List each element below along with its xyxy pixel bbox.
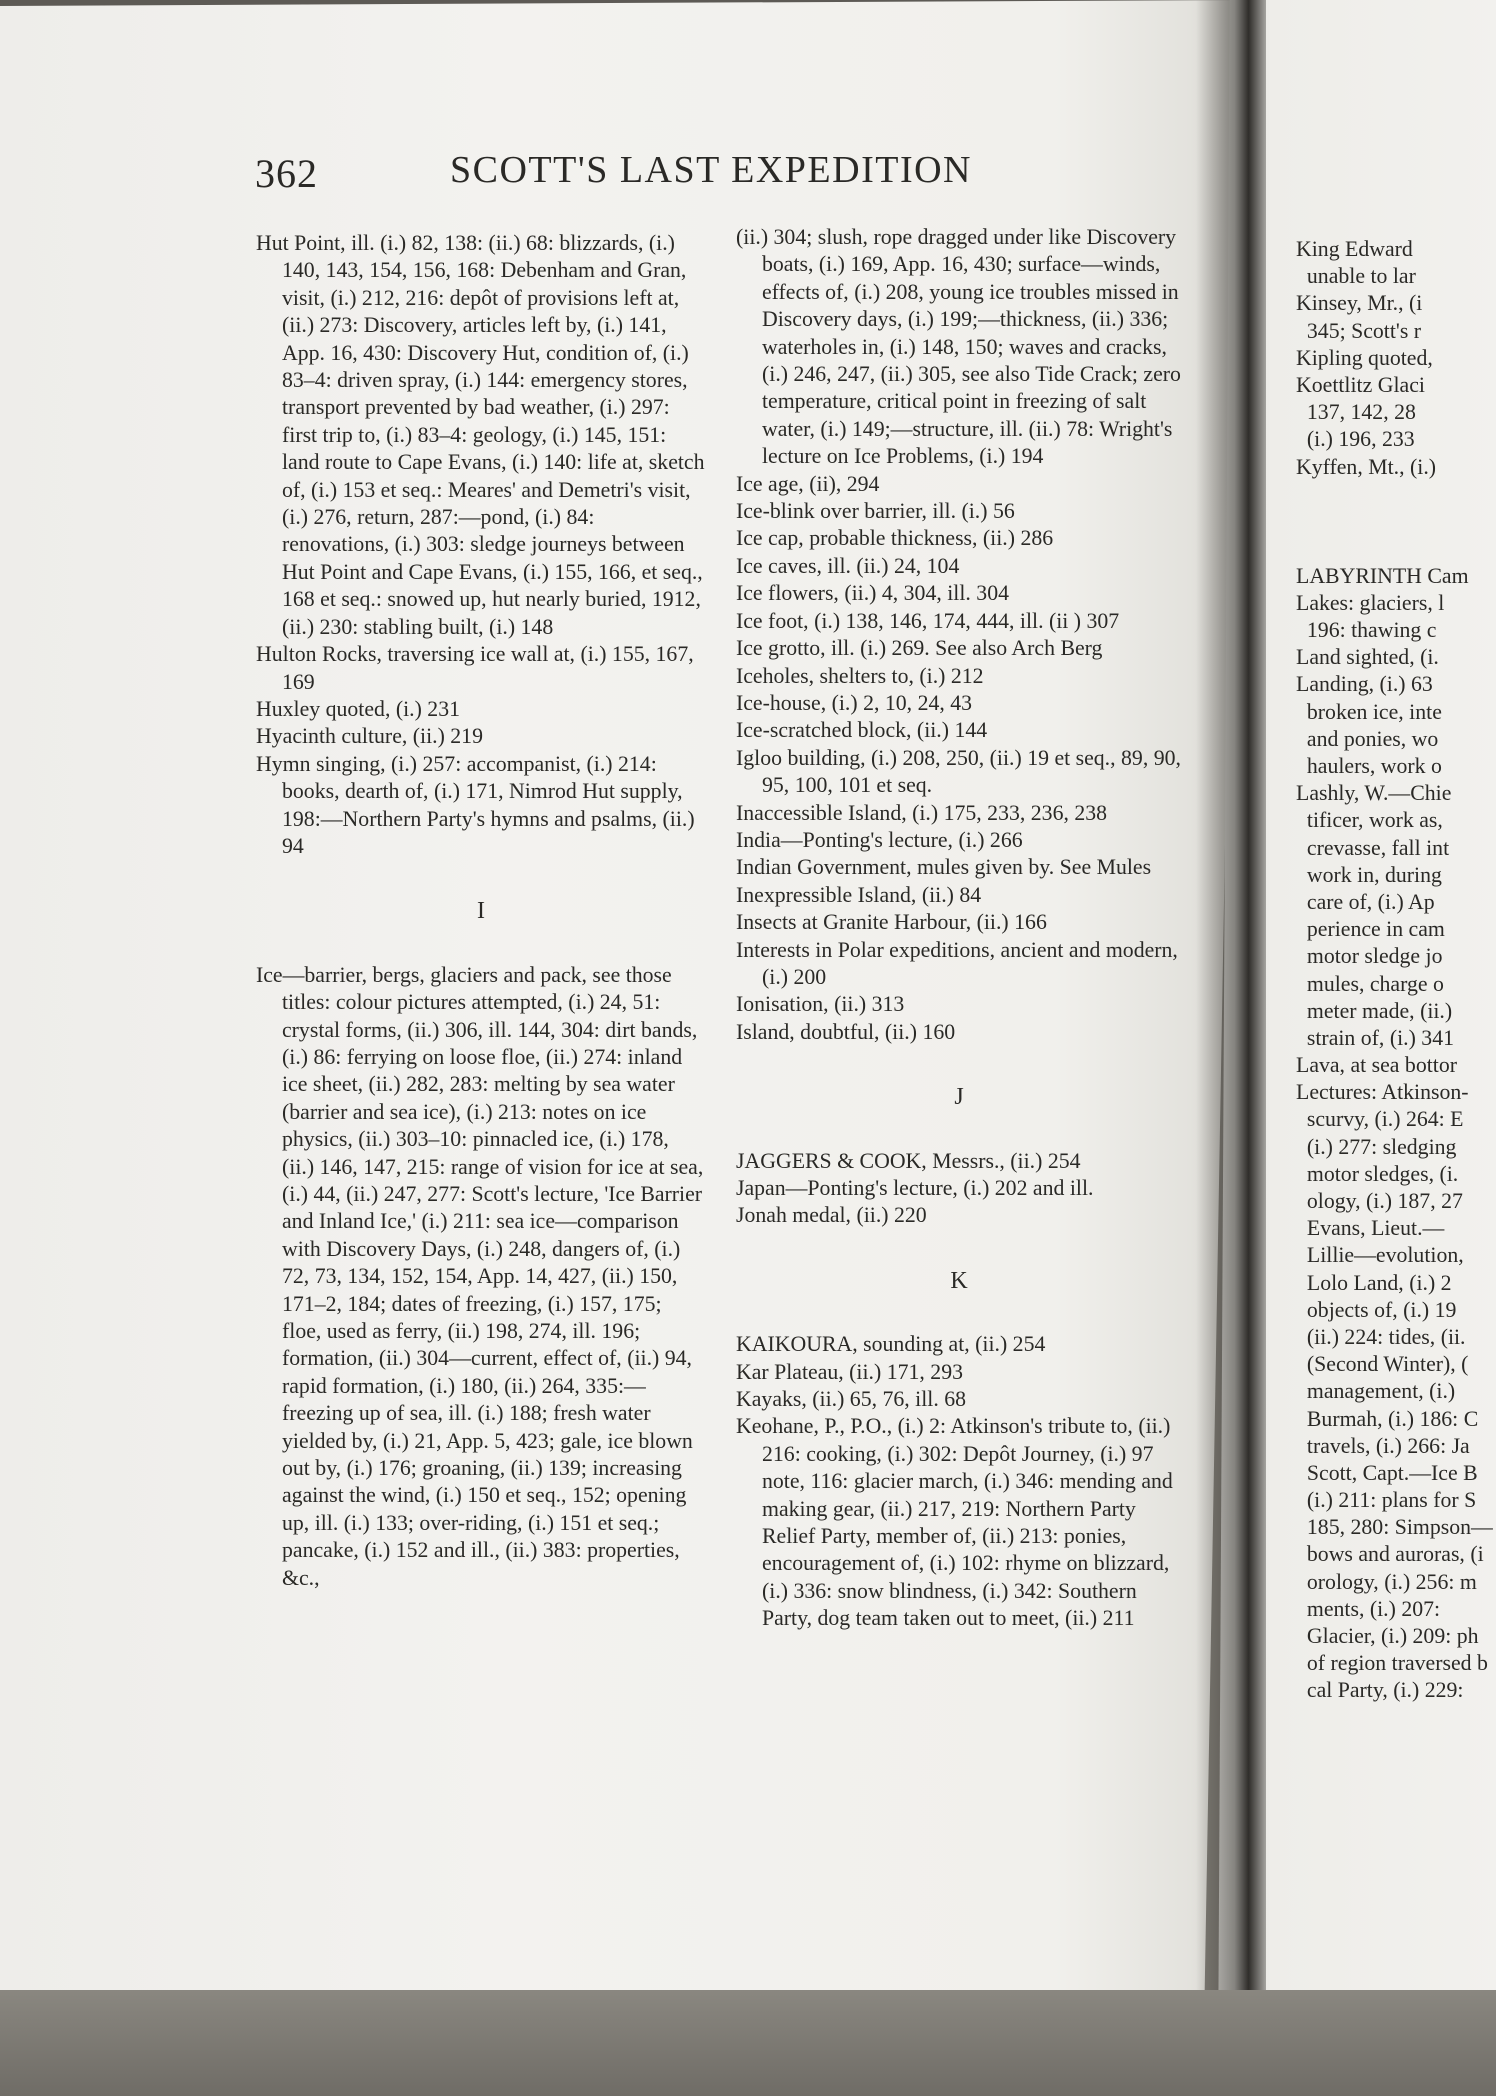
index-line: Land sighted, (i. [1296, 645, 1439, 670]
index-entry: KAIKOURA, sounding at, (ii.) 254 [736, 1332, 1046, 1357]
index-line: strain of, (i.) 341 [1296, 1025, 1454, 1050]
index-line: orology, (i.) 256: m [1296, 1569, 1477, 1594]
index-entry: Island, doubtful, (ii.) 160 [736, 1019, 956, 1044]
index-entry: Igloo building, (i.) 208, 250, (ii.) 19 et seq., 89, 90, 95, 100, 101 et seq. [736, 745, 1181, 798]
index-line: (i.) 196, 233 [1296, 427, 1415, 452]
index-line: broken ice, inte [1296, 699, 1442, 724]
index-line: haulers, work o [1296, 754, 1442, 778]
section-heading-i: I [477, 898, 485, 925]
index-line: cal Party, (i.) 229: [1296, 1678, 1464, 1703]
index-line: Evans, Lieut.— [1296, 1216, 1445, 1241]
index-column-middle [736, 224, 1182, 1633]
index-line: tificer, work as, [1296, 808, 1443, 833]
index-line: (i.) 211: plans for S [1296, 1488, 1477, 1513]
section-heading-j: J [954, 1084, 964, 1111]
index-line: unable to lar [1296, 264, 1416, 289]
section-heading-k: K [950, 1267, 968, 1294]
scan-bottom-border [0, 1990, 1496, 2096]
index-entry: Hulton Rocks, traversing ice wall at, (i.) 155, 167, 169 [256, 642, 694, 694]
index-line: travels, (i.) 266: Ja [1296, 1433, 1470, 1458]
index-entry: Interests in Polar expeditions, ancient and modern, (i.) 200 [736, 937, 1178, 989]
index-line: of region traversed b [1296, 1651, 1488, 1676]
index-entry: Ice-scratched block, (ii.) 144 [736, 718, 988, 743]
index-entry: Ice foot, (i.) 138, 146, 174, 444, ill. (ii ) 307 [736, 608, 1120, 633]
index-entry: Ice-house, (i.) 2, 10, 24, 43 [736, 690, 973, 715]
index-entry: Hymn singing, (i.) 257: accompanist, (i.) 214: books, dearth of, (i.) 171, Nimrod Hut supply, 198:—Northern Party's hymns and psalms, (ii.) 94 [256, 751, 695, 858]
index-line: Landing, (i.) 63 [1296, 672, 1433, 697]
index-line: Kipling quoted, [1296, 345, 1433, 370]
index-entry: Kayaks, (ii.) 65, 76, ill. 68 [736, 1387, 967, 1412]
index-entry: Indian Government, mules given by. See Mules [736, 855, 1152, 880]
index-line: Kinsey, Mr., (i [1296, 291, 1423, 316]
index-line: King Edward [1296, 237, 1413, 261]
index-entry: Inexpressible Island, (ii.) 84 [736, 882, 982, 907]
index-entry: India—Ponting's lecture, (i.) 266 [736, 827, 1023, 852]
index-line: meter made, (ii.) [1296, 998, 1453, 1023]
index-line: ology, (i.) 187, 27 [1296, 1189, 1463, 1213]
index-entry: Keohane, P., P.O., (i.) 2: Atkinson's tribute to, (ii.) 216: cooking, (i.) 302: Depôt Journey, (i.) 97 note, 116: glacier march, (i.) 346: mending and making gear, (ii.) 217, 219: Northern Party Relief Party, member of, (ii.) 213: ponies, encouragement of, (i.) 102: rhyme on blizzard, (i.) 336: snow blindness, (i.) 342: Southern Party, dog team taken out to meet, (ii.) 211 [736, 1414, 1173, 1631]
index-column-left [256, 230, 706, 1592]
index-line: (i.) 277: sledging [1296, 1134, 1457, 1159]
index-entry: Ice—barrier, bergs, glaciers and pack, see those titles: colour pictures attempted, (i.) 24, 51: crystal forms, (ii.) 306, ill. 144, 304: dirt bands, (i.) 86: ferrying on loose floe, (ii.) 274: inland ice sheet, (ii.) 282, 283: melting by sea water (barrier and sea ice), (i.) 213: notes on ice physics, (ii.) 303–10: pinnacled ice, (i.) 178, (ii.) 146, 147, 215: range of vision for ice at sea, (i.) 44, (ii.) 247, 277: Scott's lecture, 'Ice Barrier and Inland Ice,' (i.) 211: sea ice—comparison with Discovery Days, (i.) 248, dangers of, (i.) 72, 73, 134, 152, 154, App. 14, 427, (ii.) 150, 171–2, 184; dates of freezing, (i.) 157, 175; floe, used as ferry, (ii.) 198, 274, ill. 196; formation, (ii.) 304—current, effect of, (ii.) 94, rapid formation, (i.) 180, (ii.) 264, 335:—freezing up of sea, ill. (i.) 188; fresh water yielded by, (i.) 21, App. 5, 423; gale, ice blown out by, (i.) 176; groaning, (ii.) 139; increasing against the wind, (i.) 150 et seq., 152; opening up, ill. (i.) 133; over-riding, (i.) 151 et seq.; pancake, (i.) 152 and ill., (ii.) 383: properties, &c., [256, 962, 704, 1590]
index-line: Glacier, (i.) 209: ph [1296, 1624, 1479, 1648]
index-entry: Japan—Ponting's lecture, (i.) 202 and ill. [736, 1176, 1094, 1200]
index-entry: Ice grotto, ill. (i.) 269. See also Arch Berg [736, 636, 1103, 661]
right-column-gap [1296, 481, 1496, 563]
index-line: Lectures: Atkinson- [1296, 1080, 1469, 1105]
index-line: Lashly, W.—Chie [1296, 781, 1452, 806]
index-line: 137, 142, 28 [1296, 400, 1416, 425]
index-entry: Ice-blink over barrier, ill. (i.) 56 [736, 499, 1015, 524]
index-entry: JAGGERS & COOK, Messrs., (ii.) 254 [736, 1148, 1081, 1173]
index-entry: Ice age, (ii), 294 [736, 471, 880, 496]
index-line: objects of, (i.) 19 [1296, 1297, 1457, 1322]
index-line: motor sledge jo [1296, 944, 1443, 969]
index-entry: Hut Point, ill. (i.) 82, 138: (ii.) 68: blizzards, (i.) 140, 143, 154, 156, 168: Debenham and Gran, visit, (i.) 212, 216: depôt of provisions left at, (ii.) 273: Discovery, articles left by, (i.) 141, App. 16, 430: Discovery Hut, condition of, (i.) 83–4: driven spray, (i.) 144: emergency stores, transport prevented by bad weather, (i.) 297: first trip to, (i.) 83–4: geology, (i.) 145, 151: land route to Cape Evans, (i.) 140: life at, sketch of, (i.) 153 et seq.: Meares' and Demetri's visit, (i.) 276, return, 287:—pond, (i.) 84: renovations, (i.) 303: sledge journeys between Hut Point and Cape Evans, (i.) 155, 166, et seq., 168 et seq.: snowed up, hut nearly buried, 1912, (ii.) 230: stabling built, (i.) 148 [256, 231, 705, 639]
index-line: (Second Winter), ( [1296, 1352, 1469, 1377]
index-line: (ii.) 224: tides, (ii. [1296, 1324, 1466, 1349]
index-line: 345; Scott's r [1296, 318, 1422, 343]
right-column-bottom-block [1296, 563, 1496, 1705]
index-line: Scott, Capt.—Ice B [1296, 1460, 1478, 1485]
index-line: ments, (i.) 207: [1296, 1596, 1441, 1621]
index-line: Lakes: glaciers, l [1296, 590, 1445, 615]
index-entry: Iceholes, shelters to, (i.) 212 [736, 663, 984, 688]
index-line: motor sledges, (i. [1296, 1161, 1459, 1186]
index-line: and ponies, wo [1296, 726, 1439, 751]
index-line: perience in cam [1296, 917, 1445, 942]
book-gutter [1196, 0, 1266, 2096]
index-entry: Hyacinth culture, (ii.) 219 [256, 724, 483, 749]
index-line: 185, 280: Simpson— [1296, 1515, 1493, 1540]
index-entry: Huxley quoted, (i.) 231 [256, 696, 461, 721]
right-column-top-block [1296, 236, 1496, 481]
index-line: care of, (i.) Ap [1296, 889, 1435, 914]
index-entry: Insects at Granite Harbour, (ii.) 166 [736, 910, 1047, 935]
index-entry: Ice cap, probable thickness, (ii.) 286 [736, 526, 1054, 551]
index-line: management, (i.) [1296, 1379, 1456, 1404]
index-line: mules, charge o [1296, 971, 1444, 996]
index-line: Kyffen, Mt., (i.) [1296, 454, 1437, 479]
index-line: crevasse, fall int [1296, 835, 1450, 860]
index-line: bows and auroras, (i [1296, 1542, 1484, 1567]
index-entry: Jonah medal, (ii.) 220 [736, 1203, 927, 1228]
index-line: scurvy, (i.) 264: E [1296, 1107, 1464, 1132]
index-line: work in, during [1296, 862, 1442, 887]
index-entry: Ice caves, ill. (ii.) 24, 104 [736, 553, 960, 578]
index-line: LABYRINTH Cam [1296, 563, 1469, 588]
index-line: 196: thawing c [1296, 618, 1437, 643]
index-entry: Ionisation, (ii.) 313 [736, 992, 905, 1017]
page-number: 362 [255, 151, 318, 196]
index-line: Lolo Land, (i.) 2 [1296, 1270, 1452, 1295]
index-entry: Kar Plateau, (ii.) 171, 293 [736, 1359, 963, 1384]
index-line: Koettlitz Glaci [1296, 372, 1425, 397]
index-entry: Ice flowers, (ii.) 4, 304, ill. 304 [736, 581, 1010, 606]
index-column-right-cropped [1296, 236, 1496, 1705]
index-line: Burmah, (i.) 186: C [1296, 1406, 1479, 1431]
running-title: SCOTT'S LAST EXPEDITION [450, 149, 972, 191]
index-entry: Inaccessible Island, (i.) 175, 233, 236, 238 [736, 800, 1108, 825]
index-line: Lillie—evolution, [1296, 1243, 1464, 1268]
index-entry: (ii.) 304; slush, rope dragged under like Discovery boats, (i.) 169, App. 16, 430; surface—winds, effects of, (i.) 208, young ice troubles missed in Discovery days, (i.) 199;—thickness, (ii.) 336; waterholes in, (i.) 148, 150; waves and cracks, (i.) 246, 247, (ii.) 305, see also Tide Crack; zero temperature, critical point in freezing of salt water, (i.) 149;—structure, ill. (ii.) 78: Wright's lecture on Ice Problems, (i.) 194 [736, 225, 1181, 469]
index-line: Lava, at sea bottor [1296, 1053, 1457, 1078]
